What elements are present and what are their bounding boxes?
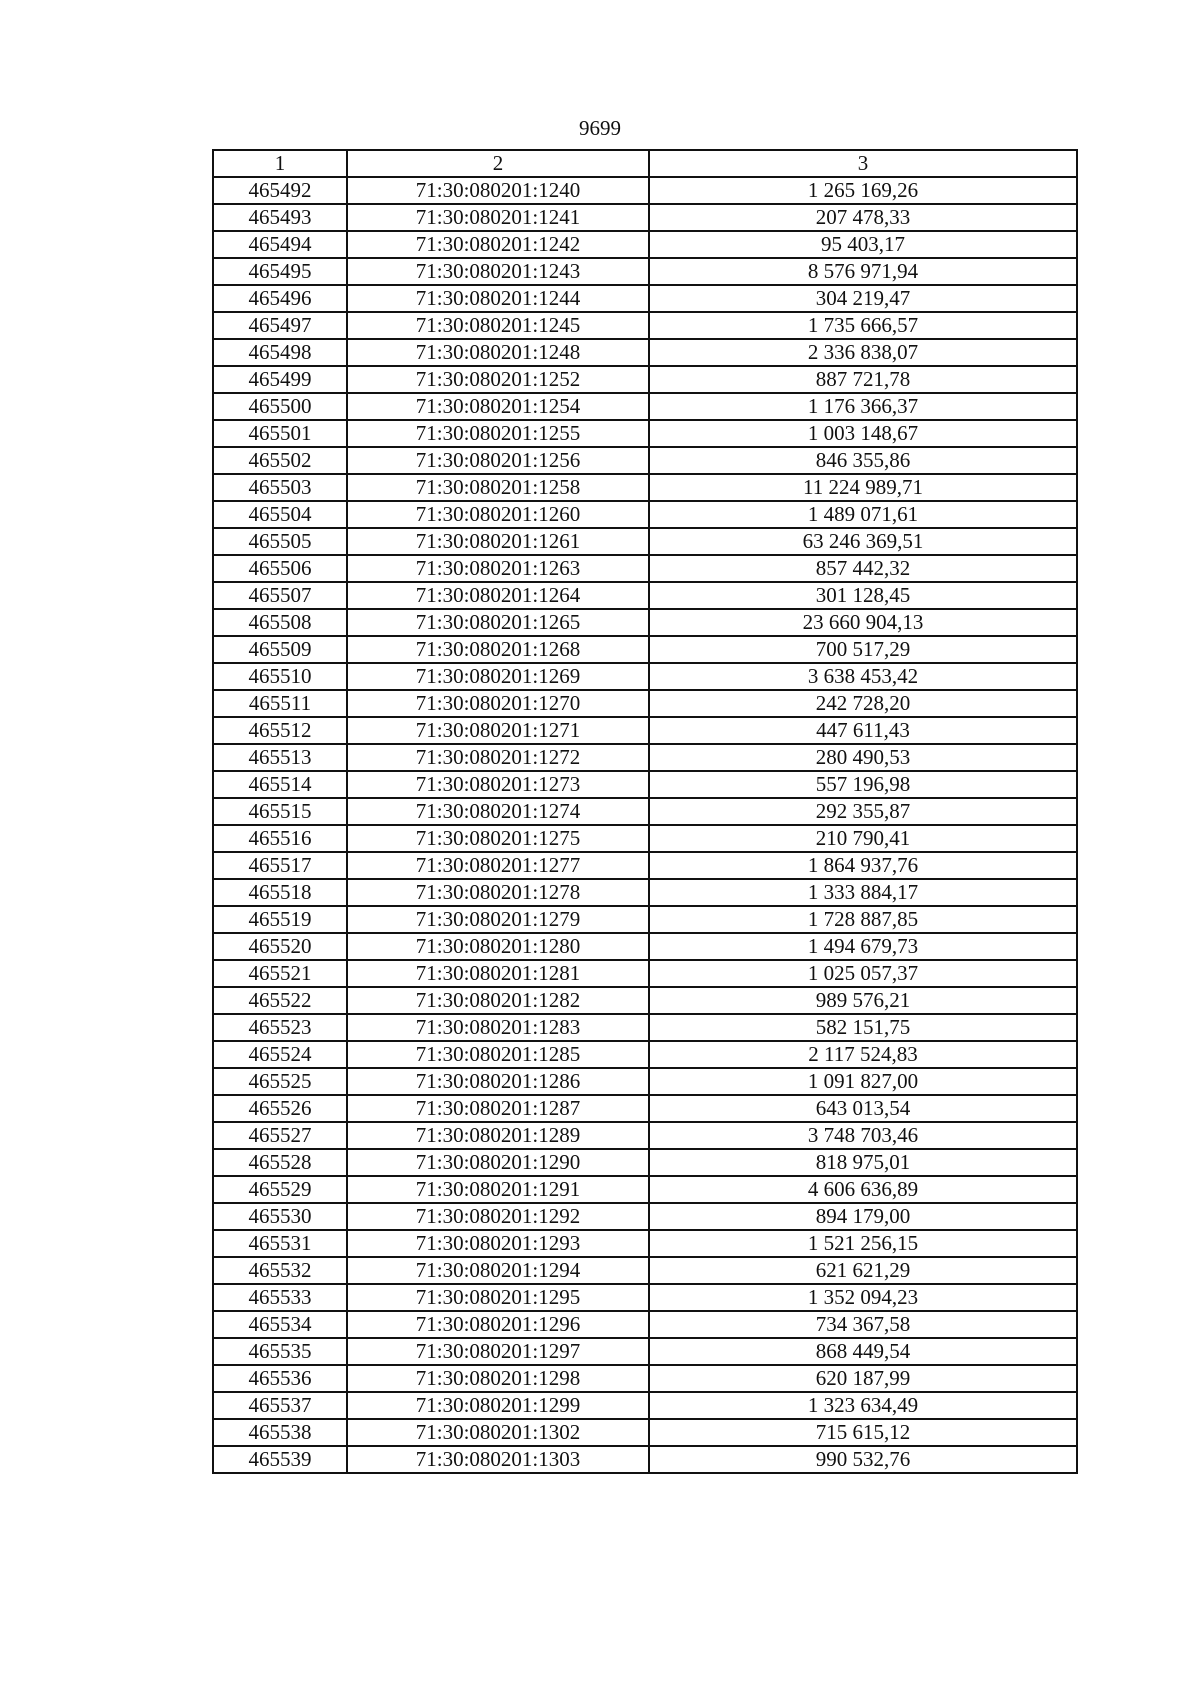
- cadastral-number-cell: 71:30:080201:1298: [347, 1365, 649, 1392]
- row-number-cell: 465516: [213, 825, 347, 852]
- row-number-cell: 465514: [213, 771, 347, 798]
- row-number-cell: 465520: [213, 933, 347, 960]
- row-number-cell: 465519: [213, 906, 347, 933]
- header-cell-3: 3: [649, 150, 1077, 177]
- cadastral-value-cell: 242 728,20: [649, 690, 1077, 717]
- row-number-cell: 465509: [213, 636, 347, 663]
- header-row: [213, 150, 1077, 177]
- cadastral-value-cell: 734 367,58: [649, 1311, 1077, 1338]
- cadastral-number-cell: 71:30:080201:1290: [347, 1149, 649, 1176]
- row-number-cell: 465502: [213, 447, 347, 474]
- row-number-cell: 465503: [213, 474, 347, 501]
- row-number-cell: 465510: [213, 663, 347, 690]
- table-row: [213, 1122, 1077, 1149]
- table-row: [213, 366, 1077, 393]
- table-row: [213, 582, 1077, 609]
- cadastral-number-cell: 71:30:080201:1277: [347, 852, 649, 879]
- table-row: [213, 204, 1077, 231]
- cadastral-number-cell: 71:30:080201:1255: [347, 420, 649, 447]
- row-number-cell: 465511: [213, 690, 347, 717]
- row-number-cell: 465506: [213, 555, 347, 582]
- cadastral-value-cell: 846 355,86: [649, 447, 1077, 474]
- row-number-cell: 465496: [213, 285, 347, 312]
- row-number-cell: 465526: [213, 1095, 347, 1122]
- table-row: [213, 636, 1077, 663]
- table-row: [213, 1392, 1077, 1419]
- table-row: [213, 1149, 1077, 1176]
- cadastral-value-cell: 1 352 094,23: [649, 1284, 1077, 1311]
- table-row: [213, 1095, 1077, 1122]
- cadastral-number-cell: 71:30:080201:1270: [347, 690, 649, 717]
- cadastral-value-cell: 292 355,87: [649, 798, 1077, 825]
- row-number-cell: 465505: [213, 528, 347, 555]
- cadastral-value-cell: 643 013,54: [649, 1095, 1077, 1122]
- cadastral-value-cell: 557 196,98: [649, 771, 1077, 798]
- row-number-cell: 465495: [213, 258, 347, 285]
- row-number-cell: 465513: [213, 744, 347, 771]
- cadastral-number-cell: 71:30:080201:1265: [347, 609, 649, 636]
- page-number: 9699: [579, 116, 621, 140]
- table-row: [213, 1338, 1077, 1365]
- table-row: [213, 798, 1077, 825]
- table-row: [213, 555, 1077, 582]
- cadastral-value-cell: 280 490,53: [649, 744, 1077, 771]
- cadastral-value-cell: 582 151,75: [649, 1014, 1077, 1041]
- table-row: [213, 258, 1077, 285]
- row-number-cell: 465532: [213, 1257, 347, 1284]
- table-row: [213, 1176, 1077, 1203]
- row-number-cell: 465538: [213, 1419, 347, 1446]
- table-row: [213, 1068, 1077, 1095]
- table-row: [213, 879, 1077, 906]
- row-number-cell: 465539: [213, 1446, 347, 1473]
- cadastral-value-cell: 1 025 057,37: [649, 960, 1077, 987]
- cadastral-value-cell: 1 735 666,57: [649, 312, 1077, 339]
- cadastral-number-cell: 71:30:080201:1248: [347, 339, 649, 366]
- cadastral-value-cell: 1 864 937,76: [649, 852, 1077, 879]
- row-number-cell: 465529: [213, 1176, 347, 1203]
- cadastral-number-cell: 71:30:080201:1291: [347, 1176, 649, 1203]
- cadastral-number-cell: 71:30:080201:1258: [347, 474, 649, 501]
- cadastral-value-cell: 868 449,54: [649, 1338, 1077, 1365]
- cadastral-value-cell: 1 494 679,73: [649, 933, 1077, 960]
- cadastral-number-cell: 71:30:080201:1279: [347, 906, 649, 933]
- cadastral-value-cell: 95 403,17: [649, 231, 1077, 258]
- cadastral-number-cell: 71:30:080201:1243: [347, 258, 649, 285]
- cadastral-number-cell: 71:30:080201:1260: [347, 501, 649, 528]
- cadastral-number-cell: 71:30:080201:1281: [347, 960, 649, 987]
- row-number-cell: 465525: [213, 1068, 347, 1095]
- cadastral-value-cell: 1 323 634,49: [649, 1392, 1077, 1419]
- cadastral-number-cell: 71:30:080201:1293: [347, 1230, 649, 1257]
- row-number-cell: 465537: [213, 1392, 347, 1419]
- cadastral-value-cell: 304 219,47: [649, 285, 1077, 312]
- row-number-cell: 465498: [213, 339, 347, 366]
- row-number-cell: 465530: [213, 1203, 347, 1230]
- row-number-cell: 465515: [213, 798, 347, 825]
- cadastral-value-cell: 1 003 148,67: [649, 420, 1077, 447]
- cadastral-number-cell: 71:30:080201:1302: [347, 1419, 649, 1446]
- table-header: [213, 150, 1077, 177]
- cadastral-number-cell: 71:30:080201:1286: [347, 1068, 649, 1095]
- cadastral-value-cell: 1 333 884,17: [649, 879, 1077, 906]
- cadastral-number-cell: 71:30:080201:1280: [347, 933, 649, 960]
- row-number-cell: 465501: [213, 420, 347, 447]
- cadastral-number-cell: 71:30:080201:1297: [347, 1338, 649, 1365]
- cadastral-value-cell: 715 615,12: [649, 1419, 1077, 1446]
- table-row: [213, 1419, 1077, 1446]
- table-row: [213, 285, 1077, 312]
- cadastral-value-cell: 2 336 838,07: [649, 339, 1077, 366]
- table-row: [213, 906, 1077, 933]
- header-cell-2: 2: [347, 150, 649, 177]
- row-number-cell: 465523: [213, 1014, 347, 1041]
- row-number-cell: 465517: [213, 852, 347, 879]
- cadastral-value-cell: 818 975,01: [649, 1149, 1077, 1176]
- cadastral-value-cell: 63 246 369,51: [649, 528, 1077, 555]
- cadastral-number-cell: 71:30:080201:1254: [347, 393, 649, 420]
- cadastral-value-cell: 989 576,21: [649, 987, 1077, 1014]
- cadastral-value-cell: 857 442,32: [649, 555, 1077, 582]
- cadastral-number-cell: 71:30:080201:1294: [347, 1257, 649, 1284]
- row-number-cell: 465522: [213, 987, 347, 1014]
- row-number-cell: 465497: [213, 312, 347, 339]
- cadastral-value-cell: 1 176 366,37: [649, 393, 1077, 420]
- table-row: [213, 771, 1077, 798]
- table-row: [213, 1041, 1077, 1068]
- cadastral-number-cell: 71:30:080201:1264: [347, 582, 649, 609]
- cadastral-number-cell: 71:30:080201:1244: [347, 285, 649, 312]
- cadastral-value-cell: 8 576 971,94: [649, 258, 1077, 285]
- row-number-cell: 465507: [213, 582, 347, 609]
- cadastral-number-cell: 71:30:080201:1256: [347, 447, 649, 474]
- row-number-cell: 465499: [213, 366, 347, 393]
- cadastral-number-cell: 71:30:080201:1269: [347, 663, 649, 690]
- cadastral-number-cell: 71:30:080201:1278: [347, 879, 649, 906]
- table-row: [213, 609, 1077, 636]
- table-row: [213, 1230, 1077, 1257]
- cadastral-value-table: [212, 149, 1078, 1474]
- table-row: [213, 825, 1077, 852]
- table-row: [213, 1203, 1077, 1230]
- table-row: [213, 744, 1077, 771]
- cadastral-value-cell: 301 128,45: [649, 582, 1077, 609]
- table-row: [213, 447, 1077, 474]
- cadastral-value-cell: 11 224 989,71: [649, 474, 1077, 501]
- header-cell-1: 1: [213, 150, 347, 177]
- row-number-cell: 465493: [213, 204, 347, 231]
- cadastral-value-cell: 207 478,33: [649, 204, 1077, 231]
- table-row: [213, 420, 1077, 447]
- cadastral-value-cell: 621 621,29: [649, 1257, 1077, 1284]
- row-number-cell: 465533: [213, 1284, 347, 1311]
- cadastral-number-cell: 71:30:080201:1274: [347, 798, 649, 825]
- table-row: [213, 1284, 1077, 1311]
- cadastral-value-cell: 1 728 887,85: [649, 906, 1077, 933]
- cadastral-number-cell: 71:30:080201:1273: [347, 771, 649, 798]
- cadastral-value-cell: 700 517,29: [649, 636, 1077, 663]
- cadastral-number-cell: 71:30:080201:1289: [347, 1122, 649, 1149]
- cadastral-number-cell: 71:30:080201:1299: [347, 1392, 649, 1419]
- table-row: [213, 312, 1077, 339]
- cadastral-number-cell: 71:30:080201:1272: [347, 744, 649, 771]
- table-row: [213, 231, 1077, 258]
- table-row: [213, 960, 1077, 987]
- cadastral-number-cell: 71:30:080201:1268: [347, 636, 649, 663]
- cadastral-number-cell: 71:30:080201:1245: [347, 312, 649, 339]
- table-row: [213, 690, 1077, 717]
- table-body: [213, 177, 1077, 1473]
- row-number-cell: 465494: [213, 231, 347, 258]
- cadastral-number-cell: 71:30:080201:1282: [347, 987, 649, 1014]
- cadastral-value-cell: 620 187,99: [649, 1365, 1077, 1392]
- cadastral-number-cell: 71:30:080201:1241: [347, 204, 649, 231]
- table-row: [213, 1446, 1077, 1473]
- table-row: [213, 528, 1077, 555]
- row-number-cell: 465504: [213, 501, 347, 528]
- cadastral-value-cell: 1 091 827,00: [649, 1068, 1077, 1095]
- table-row: [213, 501, 1077, 528]
- cadastral-value-cell: 990 532,76: [649, 1446, 1077, 1473]
- table-row: [213, 339, 1077, 366]
- row-number-cell: 465524: [213, 1041, 347, 1068]
- cadastral-value-cell: 447 611,43: [649, 717, 1077, 744]
- cadastral-number-cell: 71:30:080201:1283: [347, 1014, 649, 1041]
- cadastral-number-cell: 71:30:080201:1292: [347, 1203, 649, 1230]
- cadastral-number-cell: 71:30:080201:1287: [347, 1095, 649, 1122]
- row-number-cell: 465518: [213, 879, 347, 906]
- row-number-cell: 465492: [213, 177, 347, 204]
- cadastral-number-cell: 71:30:080201:1263: [347, 555, 649, 582]
- row-number-cell: 465534: [213, 1311, 347, 1338]
- table-row: [213, 177, 1077, 204]
- cadastral-value-cell: 2 117 524,83: [649, 1041, 1077, 1068]
- row-number-cell: 465527: [213, 1122, 347, 1149]
- cadastral-number-cell: 71:30:080201:1261: [347, 528, 649, 555]
- cadastral-number-cell: 71:30:080201:1296: [347, 1311, 649, 1338]
- cadastral-value-cell: 1 489 071,61: [649, 501, 1077, 528]
- row-number-cell: 465508: [213, 609, 347, 636]
- cadastral-number-cell: 71:30:080201:1240: [347, 177, 649, 204]
- cadastral-number-cell: 71:30:080201:1271: [347, 717, 649, 744]
- cadastral-value-cell: 1 265 169,26: [649, 177, 1077, 204]
- cadastral-number-cell: 71:30:080201:1242: [347, 231, 649, 258]
- cadastral-number-cell: 71:30:080201:1295: [347, 1284, 649, 1311]
- cadastral-value-cell: 23 660 904,13: [649, 609, 1077, 636]
- cadastral-value-cell: 4 606 636,89: [649, 1176, 1077, 1203]
- table-row: [213, 474, 1077, 501]
- table-row: [213, 663, 1077, 690]
- cadastral-number-cell: 71:30:080201:1285: [347, 1041, 649, 1068]
- table-row: [213, 987, 1077, 1014]
- row-number-cell: 465500: [213, 393, 347, 420]
- row-number-cell: 465531: [213, 1230, 347, 1257]
- cadastral-number-cell: 71:30:080201:1252: [347, 366, 649, 393]
- cadastral-number-cell: 71:30:080201:1275: [347, 825, 649, 852]
- cadastral-number-cell: 71:30:080201:1303: [347, 1446, 649, 1473]
- cadastral-value-cell: 210 790,41: [649, 825, 1077, 852]
- table-row: [213, 933, 1077, 960]
- table-row: [213, 393, 1077, 420]
- cadastral-value-cell: 887 721,78: [649, 366, 1077, 393]
- table-row: [213, 1311, 1077, 1338]
- table-row: [213, 717, 1077, 744]
- table-row: [213, 852, 1077, 879]
- table-row: [213, 1365, 1077, 1392]
- cadastral-value-cell: 894 179,00: [649, 1203, 1077, 1230]
- row-number-cell: 465521: [213, 960, 347, 987]
- table-row: [213, 1014, 1077, 1041]
- table-row: [213, 1257, 1077, 1284]
- row-number-cell: 465536: [213, 1365, 347, 1392]
- row-number-cell: 465528: [213, 1149, 347, 1176]
- row-number-cell: 465512: [213, 717, 347, 744]
- cadastral-value-cell: 1 521 256,15: [649, 1230, 1077, 1257]
- row-number-cell: 465535: [213, 1338, 347, 1365]
- cadastral-value-cell: 3 748 703,46: [649, 1122, 1077, 1149]
- cadastral-value-cell: 3 638 453,42: [649, 663, 1077, 690]
